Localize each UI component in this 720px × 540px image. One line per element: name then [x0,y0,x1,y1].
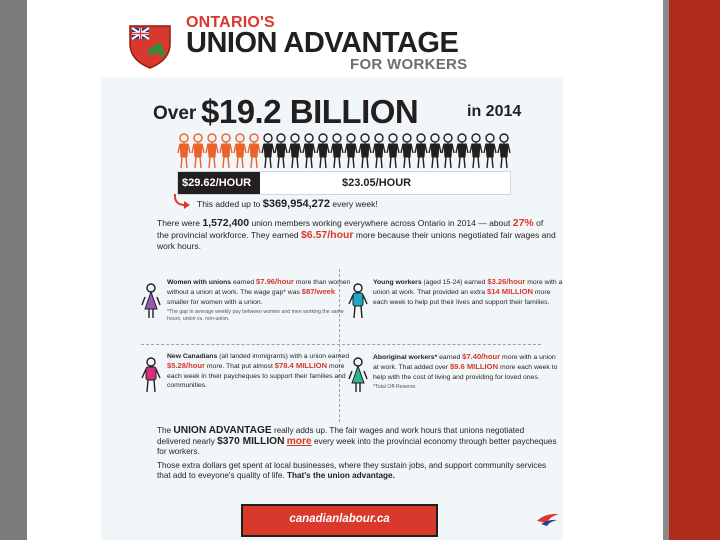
nonunion-worker-figure-icon [428,133,442,169]
closing-paragraph-1 [157,426,557,458]
nonunion-worker-figure-icon [372,133,386,169]
canadianlabour-link[interactable]: canadianlabour.ca [241,504,438,537]
aboriginal-footnote: *Total Off-Reserve. [373,384,417,391]
new-canadian-figure-icon [141,357,161,393]
union-worker-figure-icon [233,133,247,169]
headline [153,91,573,131]
weekly-total-text [197,198,378,210]
closing-text-4: Those extra dollars get spent at local businesses, where they sustain jobs, and support community services that add to eveyone's quality of life. [157,460,547,480]
closing-text-1: The [157,426,172,435]
weekly-total-note [171,193,511,213]
title-line-union-advantage: UNION ADVANTAGE [186,27,459,59]
intro-paragraph [157,218,557,253]
newcomers-text-1: (all landed immigrants) with a union earned [219,353,350,360]
women-cell [167,277,357,322]
women-amount-hour: $7.96/hour [256,277,295,286]
wage-comparison-bar [177,171,511,195]
women-text-2: more than women without a union at work. The wage gap* was [167,279,351,297]
union-worker-figure-icon [247,133,261,169]
young-text-1: (aged 15-24) earned [423,279,486,286]
nonunion-worker-figure-icon [330,133,344,169]
headline-prefix: Over [153,103,197,124]
nonunion-worker-figure-icon [274,133,288,169]
nonunion-worker-figure-icon [386,133,400,169]
headline-year: in 2014 [467,103,522,120]
aboriginal-text-3: more each week to help with the cost of living and providing for loved ones. [373,364,558,381]
closing-text-2: really adds up. The fair wages and work hours that unions negotiated delivered nearly [157,426,525,446]
intro-premium: $6.57/hour [300,228,354,241]
closing-text-3: every week into the provincial economy through better paycheques for workers. [157,436,557,456]
nonunion-worker-figure-icon [400,133,414,169]
young-lead: Young workers [373,279,422,286]
nonunion-worker-figure-icon [414,133,428,169]
young-workers-cell [373,277,563,307]
aboriginal-worker-figure-icon [348,357,368,393]
newcomers-lead: New Canadians [167,353,218,360]
ontario-flag-shield-icon [124,18,176,70]
closing-section [157,426,557,485]
title-line-for-workers: FOR WORKERS [350,56,468,73]
nonunion-worker-figure-icon [288,133,302,169]
aboriginal-lead: Aboriginal workers* [373,354,438,361]
young-text-2: more with a union at work. That provided an extra [373,279,563,297]
curved-arrow-icon [171,193,193,211]
young-text-3: more each week to help put their lives and support their families. [373,289,551,306]
newcomers-amount-hour: $5.28/hour [167,361,205,371]
nonunion-worker-figure-icon [483,133,497,169]
aboriginal-amount-hour: $7.40/hour [462,352,501,361]
young-worker-figure-icon [348,283,368,319]
union-worker-figure-icon [191,133,205,169]
women-text-1: earned [232,279,255,286]
nonunion-worker-figure-icon [455,133,469,169]
aboriginal-text-1: earned [439,354,461,361]
aboriginal-workers-cell [373,352,563,391]
women-lead: Women with unions [167,279,232,286]
weekly-lead: This added up to [197,199,261,209]
nonunion-worker-figure-icon [469,133,483,169]
women-text-3: smaller for women with a union. [167,298,263,306]
women-amount-week: $87/week [301,287,336,297]
intro-text-3: of the provincial workforce. They earned [157,218,544,240]
women-footnote: *The gap in average weekly pay between women and men working the same hours, union vs. non-union. [167,309,344,322]
aboriginal-amount-week: $9.6 MILLION [449,362,499,372]
headline-amount: $19.2 BILLION [201,93,419,130]
closing-more: more [286,435,312,447]
aboriginal-text-2: more with a union at work. That added over [373,354,556,372]
intro-percent: 27% [512,217,534,229]
young-amount-hour: $3.26/hour [487,277,526,286]
nonunion-worker-figure-icon [358,133,372,169]
intro-text-1: There were [157,218,200,228]
closing-tagline: That's the union advantage. [286,471,395,480]
closing-union-advantage: UNION ADVANTAGE [173,425,272,436]
woman-figure-icon [141,283,161,319]
worker-figures-row [177,133,511,169]
young-amount-week: $14 MILLION [486,287,533,297]
nonunion-worker-figure-icon [316,133,330,169]
newcomers-text-3: more each week in their paycheques to support their families and communities. [167,363,346,390]
infographic-header [120,12,540,76]
nonunion-worker-figure-icon [302,133,316,169]
intro-members: 1,572,400 [202,217,250,229]
newcomers-amount-week: $78.4 MILLION [274,361,328,371]
grid-divider-horizontal [141,344,541,345]
union-wage-label: $29.62/HOUR [178,172,260,194]
clc-bird-logo-icon [535,511,561,527]
title-line-ontarios: ONTARIO'S [186,14,275,31]
nonunion-worker-figure-icon [344,133,358,169]
newcomers-text-2: more. That put almost [206,363,273,371]
nonunion-worker-figure-icon [497,133,511,169]
nonunion-worker-figure-icon [441,133,455,169]
closing-paragraph-2 [157,461,557,482]
union-worker-figure-icon [219,133,233,169]
left-frame-bar [0,0,27,540]
union-worker-figure-icon [177,133,191,169]
closing-amount: $370 MILLION [217,435,285,447]
nonunion-wage-label: $23.05/HOUR [342,177,412,189]
union-worker-figure-icon [205,133,219,169]
nonunion-worker-figure-icon [261,133,275,169]
intro-text-4: more because their unions negotiated fair wages and work hours. [157,229,556,251]
weekly-suffix: every week! [332,199,378,209]
new-canadians-cell [167,352,357,391]
intro-text-2: union members working everywhere across Ontario in 2014 — about [251,218,511,228]
weekly-amount: $369,954,272 [262,198,330,210]
infographic-panel [101,77,563,540]
right-frame-red-bar [669,0,720,540]
